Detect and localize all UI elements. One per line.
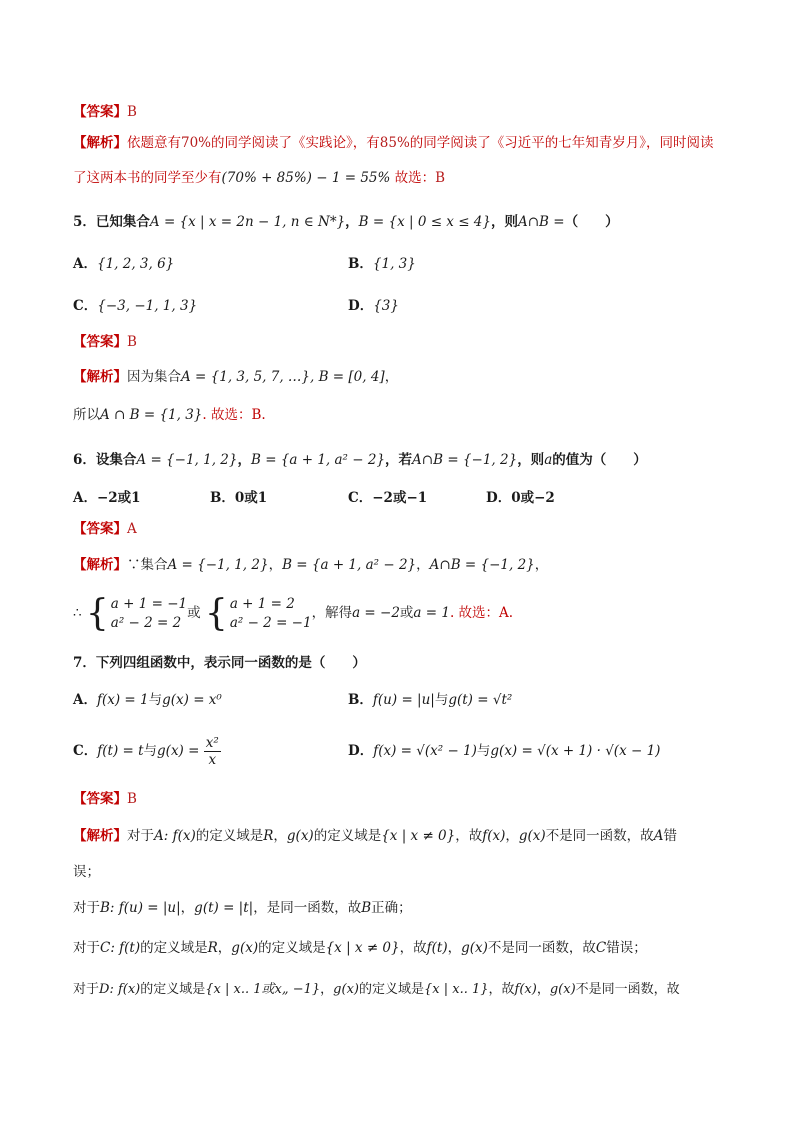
percent-70: 70% bbox=[181, 135, 212, 151]
analysis-text: 故选： bbox=[394, 170, 436, 186]
with-word: 与 bbox=[476, 743, 491, 759]
option-label: A． bbox=[73, 692, 97, 708]
or-word: 或 bbox=[187, 605, 201, 621]
formula: g(x) bbox=[518, 828, 546, 844]
q7-analysis-line-3 bbox=[73, 898, 412, 918]
analysis-text: ，解得 bbox=[311, 605, 353, 621]
analysis-text: 了这两本书的同学至少有 bbox=[73, 170, 222, 186]
answer-value: B bbox=[127, 104, 137, 120]
analysis-text: 对于 bbox=[127, 828, 154, 844]
formula: B bbox=[361, 900, 372, 916]
therefore-symbol: ∴ bbox=[73, 605, 82, 621]
answer-tag: 【答案】 bbox=[73, 334, 127, 350]
analysis-tag: 【解析】 bbox=[73, 369, 127, 385]
formula: {x | x.. 1} bbox=[423, 982, 489, 997]
formula: A∩B = {−1, 2} bbox=[412, 452, 518, 468]
q5-option-c[interactable] bbox=[73, 296, 197, 316]
formula: f(t) bbox=[426, 940, 448, 956]
q6-answer-line bbox=[73, 519, 137, 539]
answer-value: B bbox=[127, 791, 137, 807]
analysis-text: 错 bbox=[663, 828, 677, 844]
formula: f(x) = √(x² − 1) bbox=[373, 743, 477, 759]
analysis-text: 的定义域是 bbox=[140, 982, 206, 997]
formula: (70% + 85%) − 1 = 55% bbox=[221, 170, 391, 186]
q7-option-b[interactable] bbox=[348, 690, 512, 710]
formula: D: f(x) bbox=[99, 982, 141, 997]
analysis-text: 不是同一函数，故 bbox=[487, 940, 596, 956]
formula: {x | x.. 1或x„ −1} bbox=[205, 982, 321, 997]
analysis-tag: 【解析】 bbox=[73, 557, 127, 573]
analysis-text: ，故 bbox=[488, 982, 515, 997]
formula: g(x) = x⁰ bbox=[162, 692, 222, 708]
formula: g(x) = bbox=[157, 743, 200, 759]
equation-system-1: { a + 1 = −1 a² − 2 = 2 bbox=[85, 592, 188, 634]
analysis-text: 的定义域是 bbox=[140, 940, 208, 956]
q4-answer-line bbox=[73, 102, 137, 122]
q7-option-a[interactable] bbox=[73, 690, 222, 710]
equation-row: a + 1 = 2 bbox=[229, 595, 295, 612]
formula: f(x) = 1 bbox=[96, 692, 149, 708]
answer-tag: 【答案】 bbox=[73, 791, 127, 807]
q7-stem: 7．下列四组函数中，表示同一函数的是（ ） bbox=[73, 655, 366, 671]
q5-analysis-line-2 bbox=[73, 405, 266, 425]
percent-85: 85% bbox=[379, 135, 410, 151]
q4-analysis-line-1 bbox=[73, 133, 714, 153]
analysis-text: 错误； bbox=[606, 940, 647, 956]
formula: f(x) bbox=[482, 828, 506, 844]
formula: C: f(t) bbox=[100, 940, 141, 956]
analysis-text: 所以 bbox=[73, 407, 100, 423]
fraction bbox=[204, 735, 221, 768]
q7-answer-line bbox=[73, 789, 137, 809]
formula: R bbox=[263, 828, 274, 844]
option-value: {1, 3} bbox=[372, 256, 416, 272]
question-text: ，则 bbox=[517, 452, 545, 468]
formula: C bbox=[595, 940, 607, 956]
formula: A∩B = bbox=[518, 214, 565, 230]
q5-option-d[interactable] bbox=[348, 296, 399, 316]
formula: g(x) bbox=[231, 940, 259, 956]
punct: ， bbox=[180, 900, 195, 916]
punct: ， bbox=[384, 369, 399, 385]
q6-option-d[interactable]: D．0或−2 bbox=[486, 490, 555, 506]
q7-analysis-line-2: 误； bbox=[73, 864, 100, 880]
q5-option-b[interactable] bbox=[348, 254, 416, 274]
q5-answer-line bbox=[73, 332, 137, 352]
q5-option-a[interactable] bbox=[73, 254, 174, 274]
analysis-text: . 故选：B. bbox=[202, 407, 266, 423]
set-b: B = {a + 1, a² − 2} bbox=[250, 452, 386, 468]
question-text: 5．已知集合 bbox=[73, 214, 150, 230]
q6-option-a[interactable]: A．−2或1 bbox=[73, 490, 141, 506]
option-label: C． bbox=[73, 298, 98, 314]
question-text: 6．设集合 bbox=[73, 452, 137, 468]
question-text: ，则 bbox=[491, 214, 518, 230]
analysis-text: ，是同一函数，故 bbox=[253, 900, 362, 916]
analysis-text: 依题意有 bbox=[127, 135, 181, 151]
punct: ， bbox=[505, 828, 519, 844]
variable: a bbox=[544, 452, 553, 468]
option-value: {3} bbox=[373, 298, 399, 314]
choice-letter: B bbox=[435, 170, 446, 186]
answer-tag: 【答案】 bbox=[73, 104, 127, 120]
with-word: 与 bbox=[434, 692, 449, 708]
q7-analysis-line-5 bbox=[73, 980, 680, 1000]
q4-analysis-line-2 bbox=[73, 168, 445, 188]
formula: g(x) = √(x + 1) · √(x − 1) bbox=[490, 743, 661, 759]
formula: g(x) bbox=[549, 982, 576, 997]
formula: f(t) = t bbox=[97, 743, 144, 759]
analysis-text: ∵集合 bbox=[127, 557, 168, 573]
analysis-text: 的同学阅读了《习近平的七年知青岁月》，同时阅读 bbox=[409, 135, 714, 151]
numerator: x² bbox=[205, 735, 219, 751]
q7-analysis-line-4 bbox=[73, 938, 647, 958]
formula: A = {−1, 1, 2} bbox=[167, 557, 269, 573]
analysis-text: . 故选：A. bbox=[449, 605, 514, 621]
formula: f(u) = |u| bbox=[372, 692, 435, 708]
q5-stem bbox=[73, 212, 619, 232]
answer-value: A bbox=[127, 521, 137, 537]
formula: B = {a + 1, a² − 2} bbox=[282, 557, 417, 573]
formula: {x | x ≠ 0} bbox=[381, 828, 456, 844]
punct: ， bbox=[536, 982, 550, 997]
punct: ， bbox=[237, 452, 251, 468]
analysis-text: 因为集合 bbox=[127, 369, 181, 385]
option-label: C． bbox=[73, 743, 98, 759]
answer-value: B bbox=[127, 334, 137, 350]
q7-analysis-line-1 bbox=[73, 826, 677, 846]
set-a: A = {−1, 1, 2} bbox=[136, 452, 238, 468]
option-label: D． bbox=[348, 298, 374, 314]
analysis-text: 的同学阅读了《实践论》，有 bbox=[211, 135, 380, 151]
analysis-text: 的定义域是 bbox=[258, 940, 326, 956]
option-label: B． bbox=[348, 692, 373, 708]
question-text: 的值为（ ） bbox=[552, 452, 647, 468]
q6-analysis-line-1 bbox=[73, 555, 548, 575]
set-a: A = {x | x = 2n − 1, n ∈ N*} bbox=[149, 214, 346, 230]
option-label: A． bbox=[73, 256, 97, 272]
q6-option-c[interactable]: C．−2或−1 bbox=[348, 490, 428, 506]
punct: ， bbox=[273, 828, 287, 844]
punct: ， bbox=[320, 982, 334, 997]
q6-option-b[interactable]: B．0或1 bbox=[210, 490, 268, 506]
punct: ， bbox=[447, 940, 462, 956]
or-word: 或 bbox=[399, 605, 414, 621]
analysis-text: 对于 bbox=[73, 940, 100, 956]
analysis-text: 的定义域是 bbox=[358, 982, 424, 997]
punct: ， bbox=[217, 940, 232, 956]
q6-analysis-line-2 bbox=[73, 592, 513, 634]
analysis-text: 对于 bbox=[73, 900, 100, 916]
question-text: ，若 bbox=[385, 452, 413, 468]
formula: a = −2 bbox=[352, 605, 400, 621]
option-label: B． bbox=[348, 256, 373, 272]
analysis-text: 对于 bbox=[73, 982, 100, 997]
equation-row: a² − 2 = −1 bbox=[229, 614, 312, 631]
equation-system-2: { a + 1 = 2 a² − 2 = −1 bbox=[204, 592, 312, 634]
answer-tag: 【答案】 bbox=[73, 521, 127, 537]
analysis-text: 的定义域是 bbox=[313, 828, 382, 844]
denominator: x bbox=[208, 752, 217, 768]
formula: R bbox=[207, 940, 218, 956]
formula: A: f(x) bbox=[154, 828, 196, 844]
equation-row: a + 1 = −1 bbox=[110, 595, 188, 612]
punct: ， bbox=[345, 214, 359, 230]
analysis-text: 正确； bbox=[371, 900, 412, 916]
formula: g(x) bbox=[333, 982, 359, 997]
analysis-text: 不是同一函数，故 bbox=[575, 982, 680, 997]
option-label: D． bbox=[348, 743, 374, 759]
analysis-text: ，故 bbox=[399, 940, 427, 956]
analysis-tag: 【解析】 bbox=[73, 828, 127, 844]
with-word: 与 bbox=[143, 743, 158, 759]
formula: g(t) = √t² bbox=[448, 692, 513, 708]
formula: g(x) bbox=[286, 828, 314, 844]
q7-option-d[interactable] bbox=[348, 741, 660, 761]
analysis-text: 的定义域是 bbox=[195, 828, 264, 844]
formula: g(t) = |t| bbox=[194, 900, 254, 916]
punct: ， bbox=[534, 557, 549, 573]
formula: A = {1, 3, 5, 7, …}, B = [0, 4] bbox=[181, 369, 385, 385]
analysis-text: ，故 bbox=[455, 828, 483, 844]
formula: {x | x ≠ 0} bbox=[325, 940, 400, 956]
formula: a = 1 bbox=[413, 605, 450, 621]
set-b: B = {x | 0 ≤ x ≤ 4} bbox=[358, 214, 491, 230]
option-value: {1, 2, 3, 6} bbox=[96, 256, 175, 272]
option-value: {−3, −1, 1, 3} bbox=[97, 298, 198, 314]
punct: ， bbox=[268, 557, 283, 573]
with-word: 与 bbox=[148, 692, 163, 708]
q7-option-c[interactable] bbox=[73, 734, 221, 768]
q5-analysis-line-1 bbox=[73, 367, 398, 387]
answer-paren: （ ） bbox=[564, 214, 619, 230]
analysis-tag: 【解析】 bbox=[73, 135, 127, 151]
analysis-text: 不是同一函数，故 bbox=[545, 828, 654, 844]
formula: g(x) bbox=[461, 940, 488, 956]
formula: A bbox=[653, 828, 664, 844]
formula: A ∩ B = {1, 3} bbox=[100, 407, 203, 423]
q6-stem bbox=[73, 450, 647, 470]
formula: B: f(u) = |u| bbox=[100, 900, 181, 916]
formula: f(x) bbox=[514, 982, 537, 997]
equation-row: a² − 2 = 2 bbox=[110, 614, 182, 631]
formula: A∩B = {−1, 2} bbox=[429, 557, 535, 573]
punct: ， bbox=[416, 557, 430, 573]
